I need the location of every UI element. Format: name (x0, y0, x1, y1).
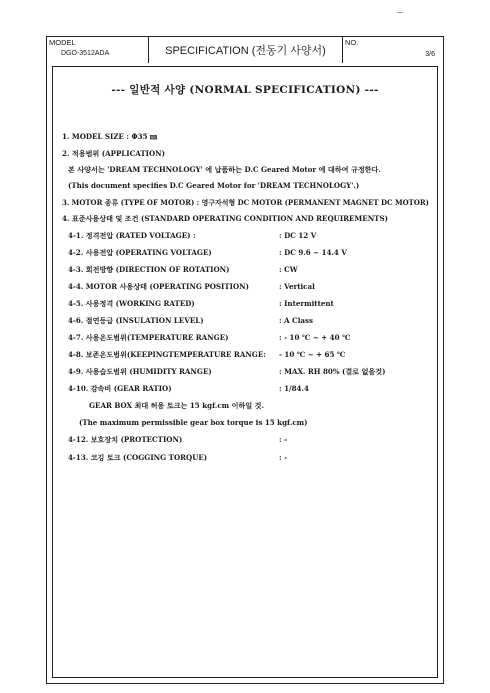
cond-value-protection: : - (279, 435, 288, 444)
body-box (52, 66, 438, 678)
spec-content (53, 67, 437, 677)
cond-label-rated-voltage: 4-1. 정격전압 (RATED VOLTAGE) : (68, 231, 196, 240)
cond-label-cogging-torque: 4-13. 코깅 토크 (COGGING TORQUE) (68, 453, 208, 462)
cond-value-rotation: : CW (279, 265, 298, 274)
application-english: (This document specifies D.C Geared Motor for 'DREAM TECHNOLOGY'.) (68, 181, 360, 190)
spec-sheet (46, 36, 444, 684)
page-number: 3/6 (425, 51, 435, 58)
application-heading: 2. 적용범위 (APPLICATION) (62, 149, 165, 158)
cond-label-operating-voltage: 4-2. 사용전압 (OPERATING VOLTAGE) (68, 248, 212, 257)
cond-value-cogging-torque: : - (279, 453, 288, 462)
spec-title-cell (149, 37, 343, 63)
cond-label-gear-ratio: 4-10. 감속비 (GEAR RATIO) (68, 384, 172, 393)
gear-torque-korean: GEAR BOX 최대 허용 토크는 15 kgf.cm 이하일 것. (89, 401, 264, 410)
cond-value-operating-voltage: : DC 9.6 ~ 14.4 V (279, 248, 347, 257)
cond-value-temperature: : - 10 ℃ ~ + 40 ℃ (279, 333, 351, 342)
model-label: MODEL (49, 38, 76, 47)
no-label: NO. (345, 38, 359, 47)
header-block (47, 37, 443, 63)
cond-label-insulation: 4-6. 절연등급 (INSULATION LEVEL) (68, 316, 204, 325)
cond-value-keeping-temperature: - 10 ℃ ~ + 65 ℃ (279, 350, 346, 359)
cond-value-humidity: : MAX. RH 80% (결로 없을것) (279, 367, 386, 376)
cond-value-insulation: : A Class (279, 316, 313, 325)
motor-type-line: 3. MOTOR 종류 (TYPE OF MOTOR) : 영구자석형 DC MOTOR (PERMANENT MAGNET DC MOTOR) (62, 198, 429, 207)
scan-mark (397, 12, 403, 13)
cond-label-humidity: 4-9. 사용습도범위 (HUMIDITY RANGE) (68, 367, 212, 376)
number-cell (343, 37, 443, 63)
cond-value-gear-ratio: : 1/84.4 (279, 384, 309, 393)
standard-heading: 4. 표준사용상태 및 조건 (STANDARD OPERATING CONDITION AND REQUIREMENTS) (62, 214, 388, 223)
cond-value-rated-voltage: : DC 12 V (279, 231, 317, 240)
model-size-line: 1. MODEL SIZE : Φ35 ㎜ (62, 132, 158, 141)
model-cell (47, 37, 149, 63)
application-korean: 본 사양서는 'DREAM TECHNOLOGY' 에 납품하는 D.C Geared Motor 에 대하여 규정한다. (68, 165, 381, 174)
gear-torque-english: (The maximum permissible gear box torque is 15 kgf.cm) (79, 418, 308, 427)
cond-label-temperature: 4-7. 사용온도범위(TEMPERATURE RANGE) (68, 333, 229, 342)
cond-label-working-rated: 4-5. 사용정격 (WORKING RATED) (68, 299, 195, 308)
cond-label-keeping-temperature: 4-8. 보존온도범위(KEEPINGTEMPERATURE RANGE: (68, 350, 266, 359)
cond-label-rotation: 4-3. 회전방향 (DIRECTION OF ROTATION) (68, 265, 230, 274)
model-value: DGO-3512ADA (61, 50, 110, 57)
spec-title: SPECIFICATION (전동기 사양서) (165, 45, 326, 57)
cond-label-position: 4-4. MOTOR 사용상태 (OPERATING POSITION) (68, 282, 249, 291)
section-title: --- 일반적 사양 (NORMAL SPECIFICATION) --- (111, 84, 379, 96)
cond-value-position: : Vertical (279, 282, 315, 291)
cond-value-working-rated: : Intermittent (279, 299, 334, 308)
cond-label-protection: 4-12. 보호장치 (PROTECTION) (68, 435, 183, 444)
